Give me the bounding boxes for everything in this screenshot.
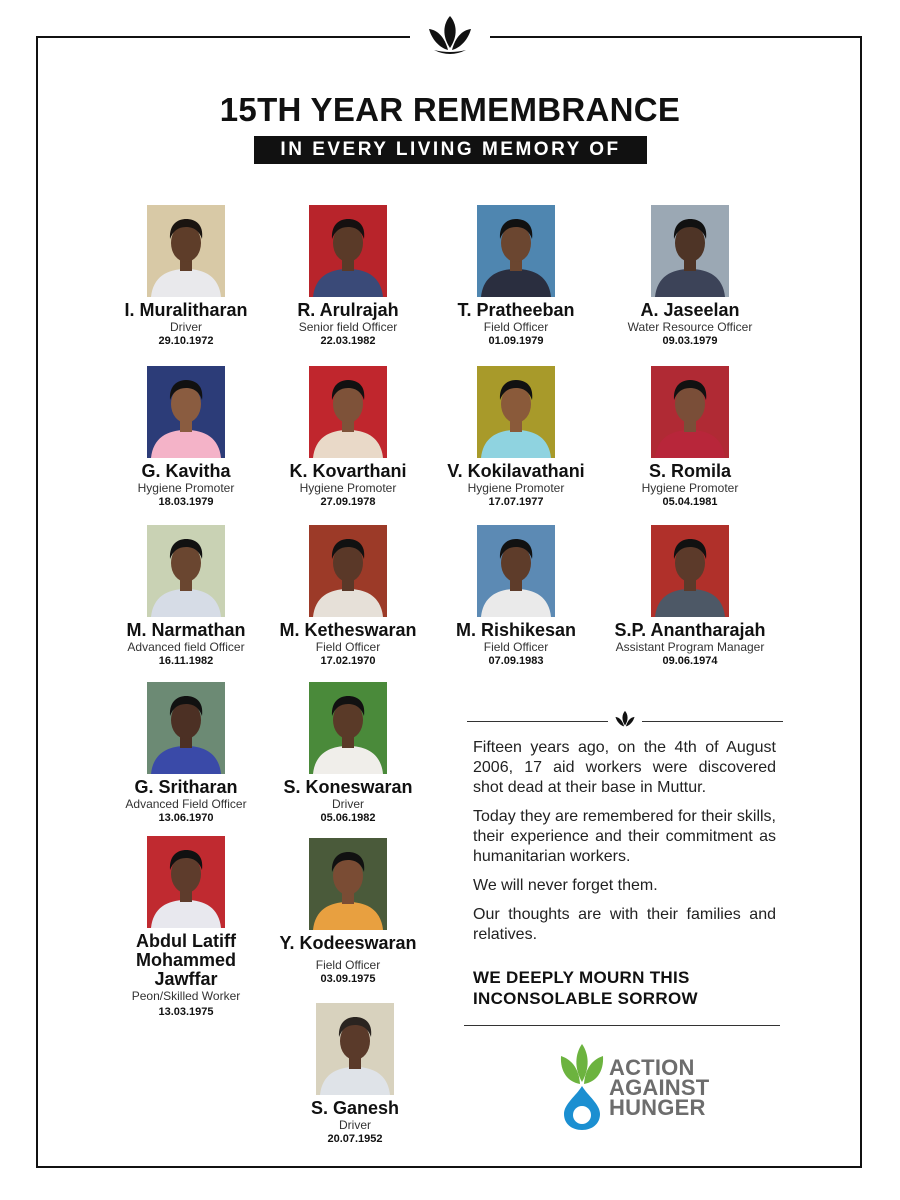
message-paragraph: Today they are remembered for their skills, their experience and their commitment as humanitarian workers. bbox=[473, 808, 776, 865]
person-date: 09.06.1974 bbox=[662, 655, 718, 667]
person-name: G. Sritharan bbox=[134, 777, 238, 797]
portrait-photo bbox=[147, 205, 225, 297]
mourning-statement bbox=[473, 967, 776, 1009]
portrait-photo bbox=[147, 682, 225, 774]
message-paragraph: We will never forget them. bbox=[473, 877, 658, 894]
person-card bbox=[431, 205, 601, 348]
person-name: M. Narmathan bbox=[126, 620, 246, 640]
portrait-image bbox=[309, 366, 387, 458]
person-card bbox=[605, 525, 775, 668]
person-role: Field Officer bbox=[483, 640, 549, 654]
page-title: 15TH YEAR REMEMBRANCE bbox=[219, 91, 681, 128]
mourning-line: WE DEEPLY MOURN THIS bbox=[473, 968, 690, 987]
portrait-image bbox=[316, 1003, 394, 1095]
person-name: T. Pratheeban bbox=[457, 300, 575, 320]
person-card bbox=[605, 205, 775, 348]
person-card bbox=[270, 1003, 440, 1146]
person-role: Driver bbox=[170, 320, 202, 334]
person-card bbox=[431, 525, 601, 668]
person-role: Water Resource Officer bbox=[627, 320, 753, 334]
person-role: Assistant Program Manager bbox=[615, 640, 765, 654]
person-date: 27.09.1978 bbox=[320, 496, 376, 508]
portrait-photo bbox=[651, 366, 729, 458]
portrait-image bbox=[477, 366, 555, 458]
portrait-photo bbox=[477, 525, 555, 617]
person-date: 13.06.1970 bbox=[158, 812, 214, 824]
portrait-image bbox=[309, 525, 387, 617]
portrait-image bbox=[309, 838, 387, 930]
person-card bbox=[263, 366, 433, 509]
portrait-photo bbox=[309, 682, 387, 774]
divider-line bbox=[467, 721, 608, 722]
person-date: 01.09.1979 bbox=[488, 335, 544, 347]
portrait-photo bbox=[309, 205, 387, 297]
person-date: 09.03.1979 bbox=[662, 335, 718, 347]
person-date: 05.06.1982 bbox=[320, 812, 376, 824]
person-name: G. Kavitha bbox=[141, 461, 231, 481]
person-card bbox=[101, 682, 271, 825]
person-date: 03.09.1975 bbox=[320, 973, 376, 985]
portrait-image bbox=[309, 682, 387, 774]
portrait-photo bbox=[309, 366, 387, 458]
portrait-image bbox=[147, 205, 225, 297]
person-role: Hygiene Promoter bbox=[299, 481, 397, 495]
portrait-image bbox=[651, 366, 729, 458]
logo-line: AGAINST bbox=[609, 1075, 710, 1100]
portrait-image bbox=[477, 205, 555, 297]
portrait-image bbox=[651, 525, 729, 617]
mourning-line: INCONSOLABLE SORROW bbox=[473, 989, 698, 1008]
person-card bbox=[263, 525, 433, 668]
portrait-image bbox=[147, 836, 225, 928]
person-name: R. Arulrajah bbox=[297, 300, 399, 320]
tribute-message bbox=[473, 738, 776, 954]
portrait-photo bbox=[651, 205, 729, 297]
logo-line: HUNGER bbox=[609, 1095, 706, 1120]
portrait-photo bbox=[477, 366, 555, 458]
person-name: S.P. Anantharajah bbox=[614, 620, 766, 640]
person-date: 07.09.1983 bbox=[488, 655, 544, 667]
portrait-photo bbox=[651, 525, 729, 617]
person-card bbox=[263, 682, 433, 825]
person-card bbox=[263, 205, 433, 348]
person-name: M. Ketheswaran bbox=[279, 620, 417, 640]
person-date: 13.03.1975 bbox=[158, 1006, 214, 1018]
person-name: K. Kovarthani bbox=[289, 461, 407, 481]
person-date: 17.02.1970 bbox=[320, 655, 376, 667]
person-date: 16.11.1982 bbox=[158, 655, 214, 667]
divider-line bbox=[642, 721, 783, 722]
person-card bbox=[605, 366, 775, 509]
action-against-hunger-logo-icon bbox=[558, 1042, 606, 1130]
person-name: Abdul Latiff Mohammed Jawffar bbox=[135, 931, 236, 989]
person-name: S. Romila bbox=[648, 461, 732, 481]
person-role: Senior field Officer bbox=[298, 320, 398, 334]
message-paragraph: Fifteen years ago, on the 4th of August 2006, 17 aid workers were discovered shot dead at their base in Muttur. bbox=[473, 739, 776, 796]
portrait-photo bbox=[316, 1003, 394, 1095]
person-date: 22.03.1982 bbox=[320, 335, 376, 347]
portrait-image bbox=[147, 366, 225, 458]
person-role: Hygiene Promoter bbox=[641, 481, 739, 495]
person-name: V. Kokilavathani bbox=[447, 461, 585, 481]
portrait-photo bbox=[309, 838, 387, 930]
person-name: I. Muralitharan bbox=[124, 300, 248, 320]
portrait-image bbox=[651, 205, 729, 297]
person-role: Hygiene Promoter bbox=[137, 481, 235, 495]
person-name: Y. Kodeeswaran bbox=[279, 933, 417, 953]
person-card bbox=[101, 205, 271, 348]
person-card bbox=[431, 366, 601, 509]
person-date: 20.07.1952 bbox=[327, 1133, 383, 1145]
person-role: Peon/Skilled Worker bbox=[131, 989, 241, 1003]
person-date: 18.03.1979 bbox=[158, 496, 214, 508]
lotus-leaf-icon bbox=[426, 14, 474, 58]
portrait-photo bbox=[147, 366, 225, 458]
person-card bbox=[263, 838, 433, 986]
person-name: S. Ganesh bbox=[310, 1098, 400, 1118]
person-role: Advanced Field Officer bbox=[125, 797, 247, 811]
person-role: Field Officer bbox=[483, 320, 549, 334]
person-date: 17.07.1977 bbox=[488, 496, 544, 508]
person-role: Field Officer bbox=[315, 640, 381, 654]
portrait-image bbox=[147, 682, 225, 774]
person-date: 29.10.1972 bbox=[158, 335, 214, 347]
person-date: 05.04.1981 bbox=[662, 496, 718, 508]
portrait-photo bbox=[147, 525, 225, 617]
message-paragraph: Our thoughts are with their families and relatives. bbox=[473, 906, 776, 943]
person-name: A. Jaseelan bbox=[640, 300, 740, 320]
logo-line: ACTION bbox=[609, 1055, 695, 1080]
person-role: Driver bbox=[339, 1118, 371, 1132]
portrait-photo bbox=[309, 525, 387, 617]
person-name: S. Koneswaran bbox=[283, 777, 413, 797]
person-card bbox=[101, 525, 271, 668]
person-card bbox=[101, 366, 271, 509]
portrait-image bbox=[309, 205, 387, 297]
organization-logo-text bbox=[609, 1055, 710, 1120]
person-name: M. Rishikesan bbox=[455, 620, 577, 640]
subtitle-banner: IN EVERY LIVING MEMORY OF bbox=[254, 136, 647, 164]
person-card bbox=[101, 836, 271, 1019]
lotus-leaf-icon bbox=[613, 710, 637, 730]
person-role: Driver bbox=[332, 797, 364, 811]
person-role: Advanced field Officer bbox=[127, 640, 245, 654]
portrait-photo bbox=[147, 836, 225, 928]
portrait-image bbox=[477, 525, 555, 617]
divider-line bbox=[464, 1025, 780, 1026]
person-role: Field Officer bbox=[315, 958, 381, 972]
portrait-photo bbox=[477, 205, 555, 297]
portrait-image bbox=[147, 525, 225, 617]
person-role: Hygiene Promoter bbox=[467, 481, 565, 495]
